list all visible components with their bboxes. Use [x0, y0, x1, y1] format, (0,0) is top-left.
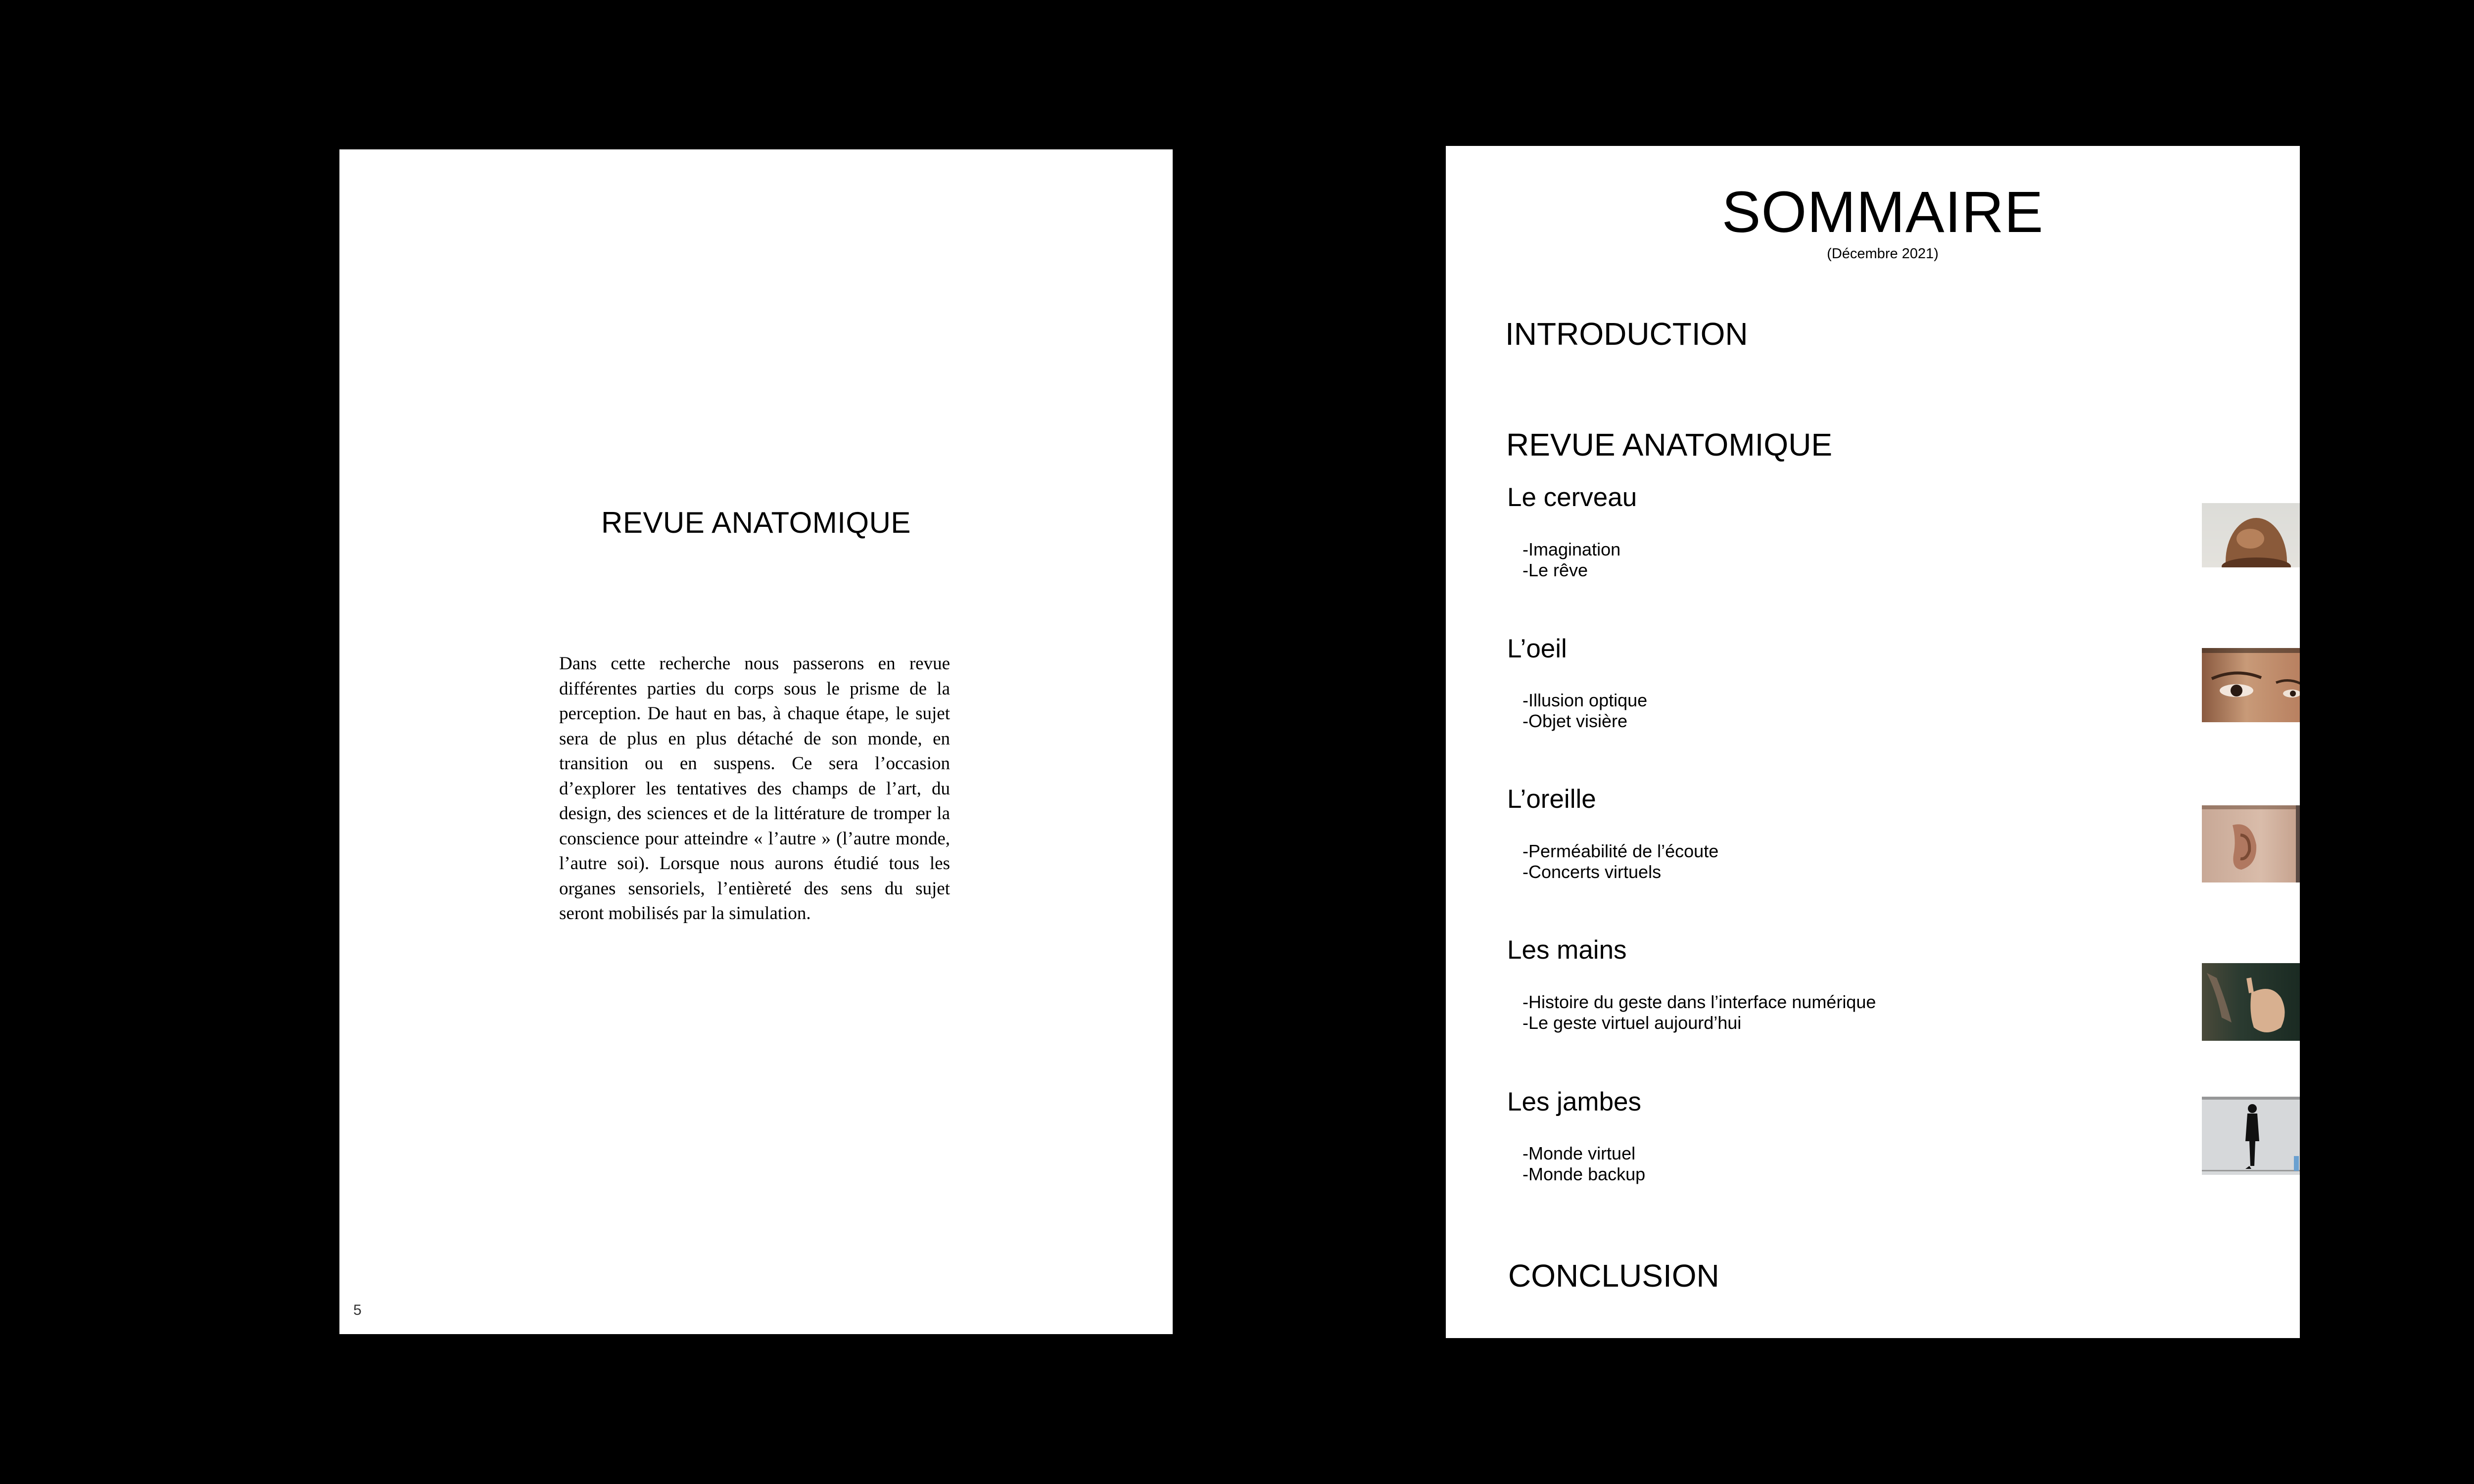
- eye-closeup-image: [2202, 648, 2300, 722]
- toc-subitems-oeil: [1522, 690, 1647, 732]
- left-page: [339, 149, 1173, 1334]
- toc-section-oeil[interactable]: L’oeil: [1507, 634, 1567, 663]
- list-item[interactable]: -Perméabilité de l’écoute: [1522, 841, 1719, 861]
- toc-conclusion[interactable]: CONCLUSION: [1508, 1258, 1719, 1294]
- toc-section-oreille[interactable]: L’oreille: [1507, 785, 1596, 814]
- page-number: 5: [353, 1302, 362, 1318]
- toc-section-jambes[interactable]: Les jambes: [1507, 1087, 1642, 1116]
- list-item[interactable]: -Monde virtuel: [1522, 1143, 1636, 1163]
- list-item[interactable]: -Imagination: [1522, 539, 1621, 559]
- toc-subitems-jambes: [1522, 1143, 1645, 1185]
- bald-head-image: [2202, 503, 2300, 567]
- toc-introduction[interactable]: INTRODUCTION: [1505, 316, 1748, 352]
- silhouette-image: [2202, 1097, 2300, 1175]
- toc-subitems-cerveau: [1522, 539, 1620, 581]
- toc-section-mains[interactable]: Les mains: [1507, 935, 1627, 965]
- list-item[interactable]: -Histoire du geste dans l’interface numérique: [1522, 992, 1876, 1012]
- right-page: [1446, 146, 2300, 1338]
- intro-paragraph: Dans cette recherche nous passerons en revue différentes parties du corps sous le prisme de la perception. De haut en bas, à chaque étape, le sujet sera de plus en plus détaché de son monde, en transition ou en suspens. Ce sera l’occasion d’explorer les tentatives des champs de l’art, du design, des sciences et de la littérature de tromper la conscience pour atteindre « l’autre » (l’autre monde, l’autre soi). Lorsque nous aurons étudié tous les organes sensoriels, l’entièreté des sens du sujet seront mobilisés par la simulation.: [559, 653, 950, 924]
- page-title: SOMMAIRE: [1721, 180, 2044, 245]
- toc-revue-anatomique[interactable]: REVUE ANATOMIQUE: [1506, 427, 1833, 463]
- list-item[interactable]: -Illusion optique: [1522, 690, 1648, 710]
- toc-section-cerveau[interactable]: Le cerveau: [1507, 483, 1637, 512]
- toc-subitems-mains: [1522, 992, 1876, 1033]
- list-item[interactable]: -Monde backup: [1522, 1164, 1646, 1184]
- list-item[interactable]: -Le rêve: [1522, 560, 1588, 580]
- section-title: REVUE ANATOMIQUE: [601, 506, 911, 539]
- list-item[interactable]: -Objet visière: [1522, 711, 1628, 731]
- hand-image: [2202, 963, 2300, 1041]
- list-item[interactable]: -Le geste virtuel aujourd’hui: [1522, 1013, 1742, 1033]
- list-item[interactable]: -Concerts virtuels: [1522, 862, 1662, 882]
- ear-closeup-image: [2202, 805, 2300, 882]
- page-date: (Décembre 2021): [1827, 246, 1939, 262]
- toc-subitems-oreille: [1522, 841, 1718, 882]
